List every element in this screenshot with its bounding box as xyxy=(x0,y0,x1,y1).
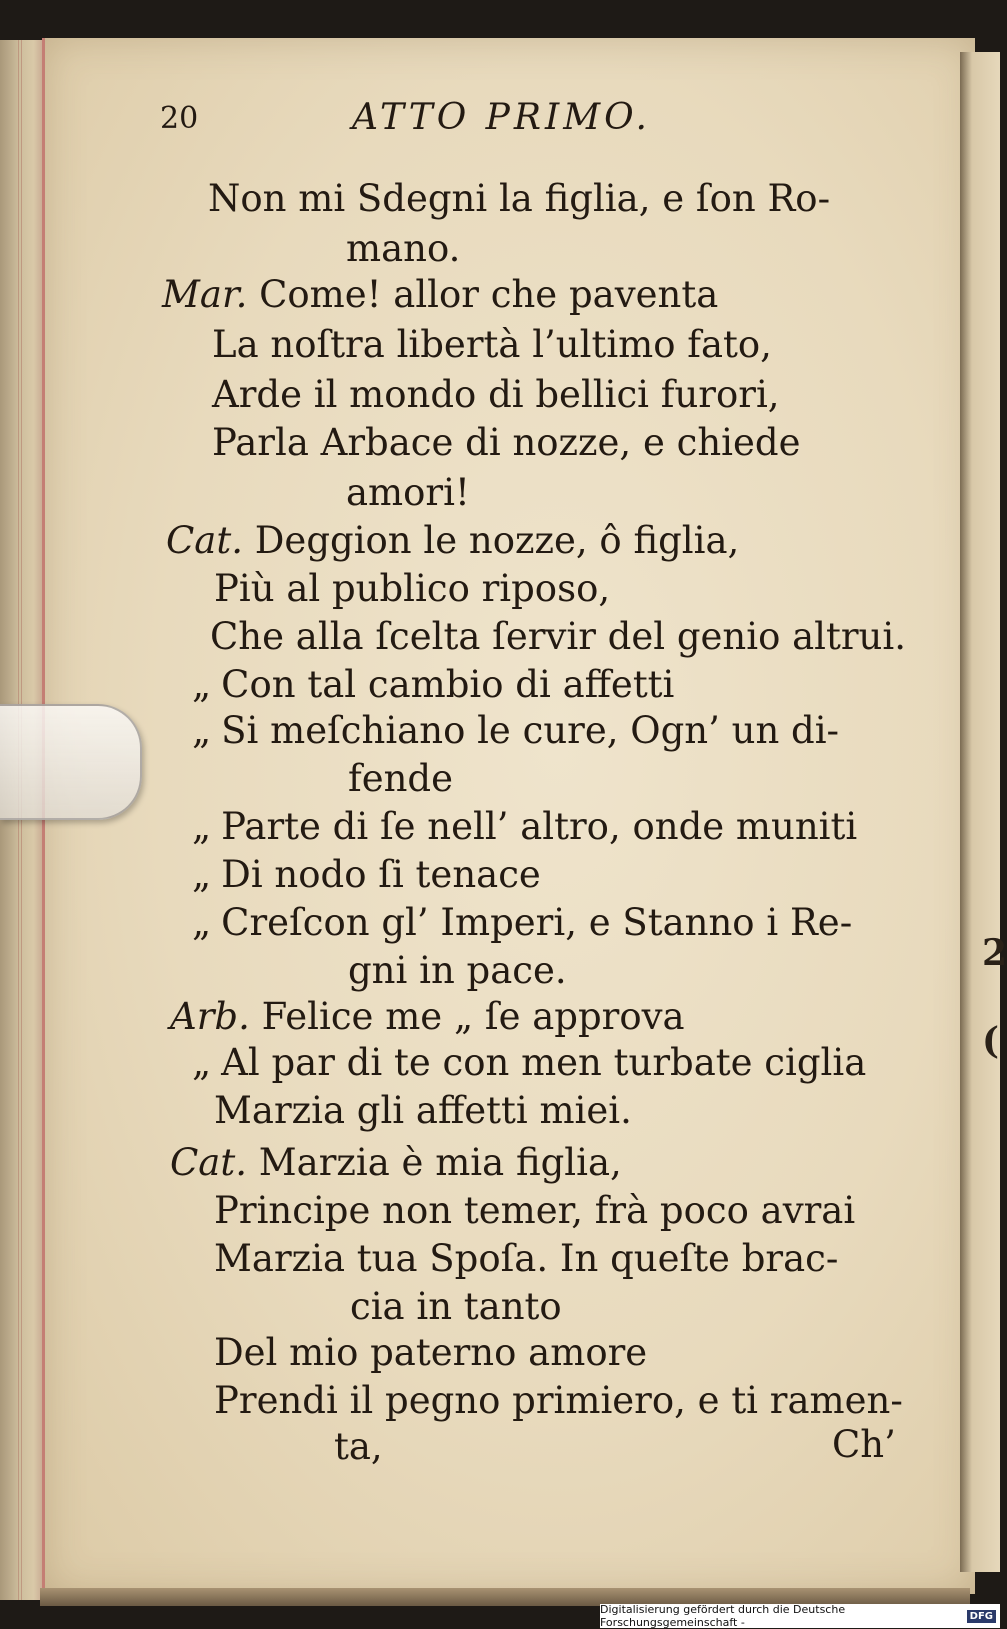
verse-line: Marzia gli affetti miei. xyxy=(214,1089,632,1132)
speech-line xyxy=(170,995,685,1038)
verse-line: Parla Arbace di nozze, e chiede xyxy=(212,421,801,464)
verse-line: ta, xyxy=(334,1425,383,1468)
verse-text: Con tal cambio di affetti xyxy=(221,663,675,706)
verse-line: Principe non temer, frà poco avrai xyxy=(214,1189,856,1232)
verse-line: Marzia tua Spoſa. In queſte brac- xyxy=(214,1237,839,1280)
speaker-label: Cat. xyxy=(166,519,243,562)
verse-text: Al par di te con men turbate ciglia xyxy=(221,1041,867,1084)
facing-page-fragment: ( xyxy=(982,1020,1000,1062)
verse-text: Parte di ſe nell’ altro, onde muniti xyxy=(221,805,858,848)
verse-line: Arde il mondo di bellici furori, xyxy=(212,373,780,416)
speech-line xyxy=(166,519,740,562)
verse-text: Deggion le nozze, ô figlia, xyxy=(254,519,740,562)
running-head: ATTO PRIMO. xyxy=(352,97,651,138)
verse-text: Marzia è mia figlia, xyxy=(258,1141,622,1184)
speaker-label: Cat. xyxy=(170,1141,247,1184)
verse-line: amori! xyxy=(346,471,470,514)
verse-text: Come! allor che paventa xyxy=(259,273,719,316)
verse-line: fende xyxy=(348,757,454,800)
verse-line: La noſtra libertà l’ultimo fato, xyxy=(212,323,772,366)
verse-line: Più al publico riposo, xyxy=(214,567,611,610)
verse-text: Felice me „ ſe approva xyxy=(261,995,685,1038)
catchword: Ch’ xyxy=(832,1423,896,1466)
quoted-line xyxy=(192,709,840,752)
verse-line: Non mi Sdegni la figlia, e ſon Ro- xyxy=(208,177,831,220)
quoted-line xyxy=(192,853,541,896)
speaker-label: Mar. xyxy=(162,273,248,316)
quoted-line xyxy=(192,901,853,944)
page-number: 20 xyxy=(160,101,199,136)
quote-mark: „ xyxy=(192,853,212,896)
verse-line: Del mio paterno amore xyxy=(214,1331,648,1374)
quote-mark: „ xyxy=(192,805,212,848)
verse-line: Che alla ſcelta ſervir del genio altrui. xyxy=(210,615,906,658)
dfg-logo-icon: DFG xyxy=(967,1610,996,1623)
quoted-line xyxy=(192,805,858,848)
quote-mark: „ xyxy=(192,1041,212,1084)
verse-line: cia in tanto xyxy=(350,1285,562,1328)
speech-line xyxy=(162,273,719,316)
quote-mark: „ xyxy=(192,901,212,944)
verse-text: Creſcon gl’ Imperi, e Stanno i Re- xyxy=(221,901,853,944)
facing-page-fragment: 2 xyxy=(982,932,1007,974)
quoted-line xyxy=(192,663,675,706)
verse-text: Si meſchiano le cure, Ogn’ un di- xyxy=(221,709,840,752)
verse-line: gni in pace. xyxy=(348,949,567,992)
verse-text: Di nodo ſi tenace xyxy=(221,853,541,896)
footer-credit: Digitalisierung gefördert durch die Deutsche Forschungsgemeinschaft - xyxy=(600,1603,846,1629)
quoted-line xyxy=(192,1041,867,1084)
verse-line: Prendi il pegno primiero, e ti ramen- xyxy=(214,1379,903,1422)
speaker-label: Arb. xyxy=(170,995,250,1038)
verse-line: mano. xyxy=(346,227,461,270)
speech-line xyxy=(170,1141,622,1184)
quote-mark: „ xyxy=(192,709,212,752)
digitization-footer xyxy=(600,1604,1000,1628)
quote-mark: „ xyxy=(192,663,212,706)
